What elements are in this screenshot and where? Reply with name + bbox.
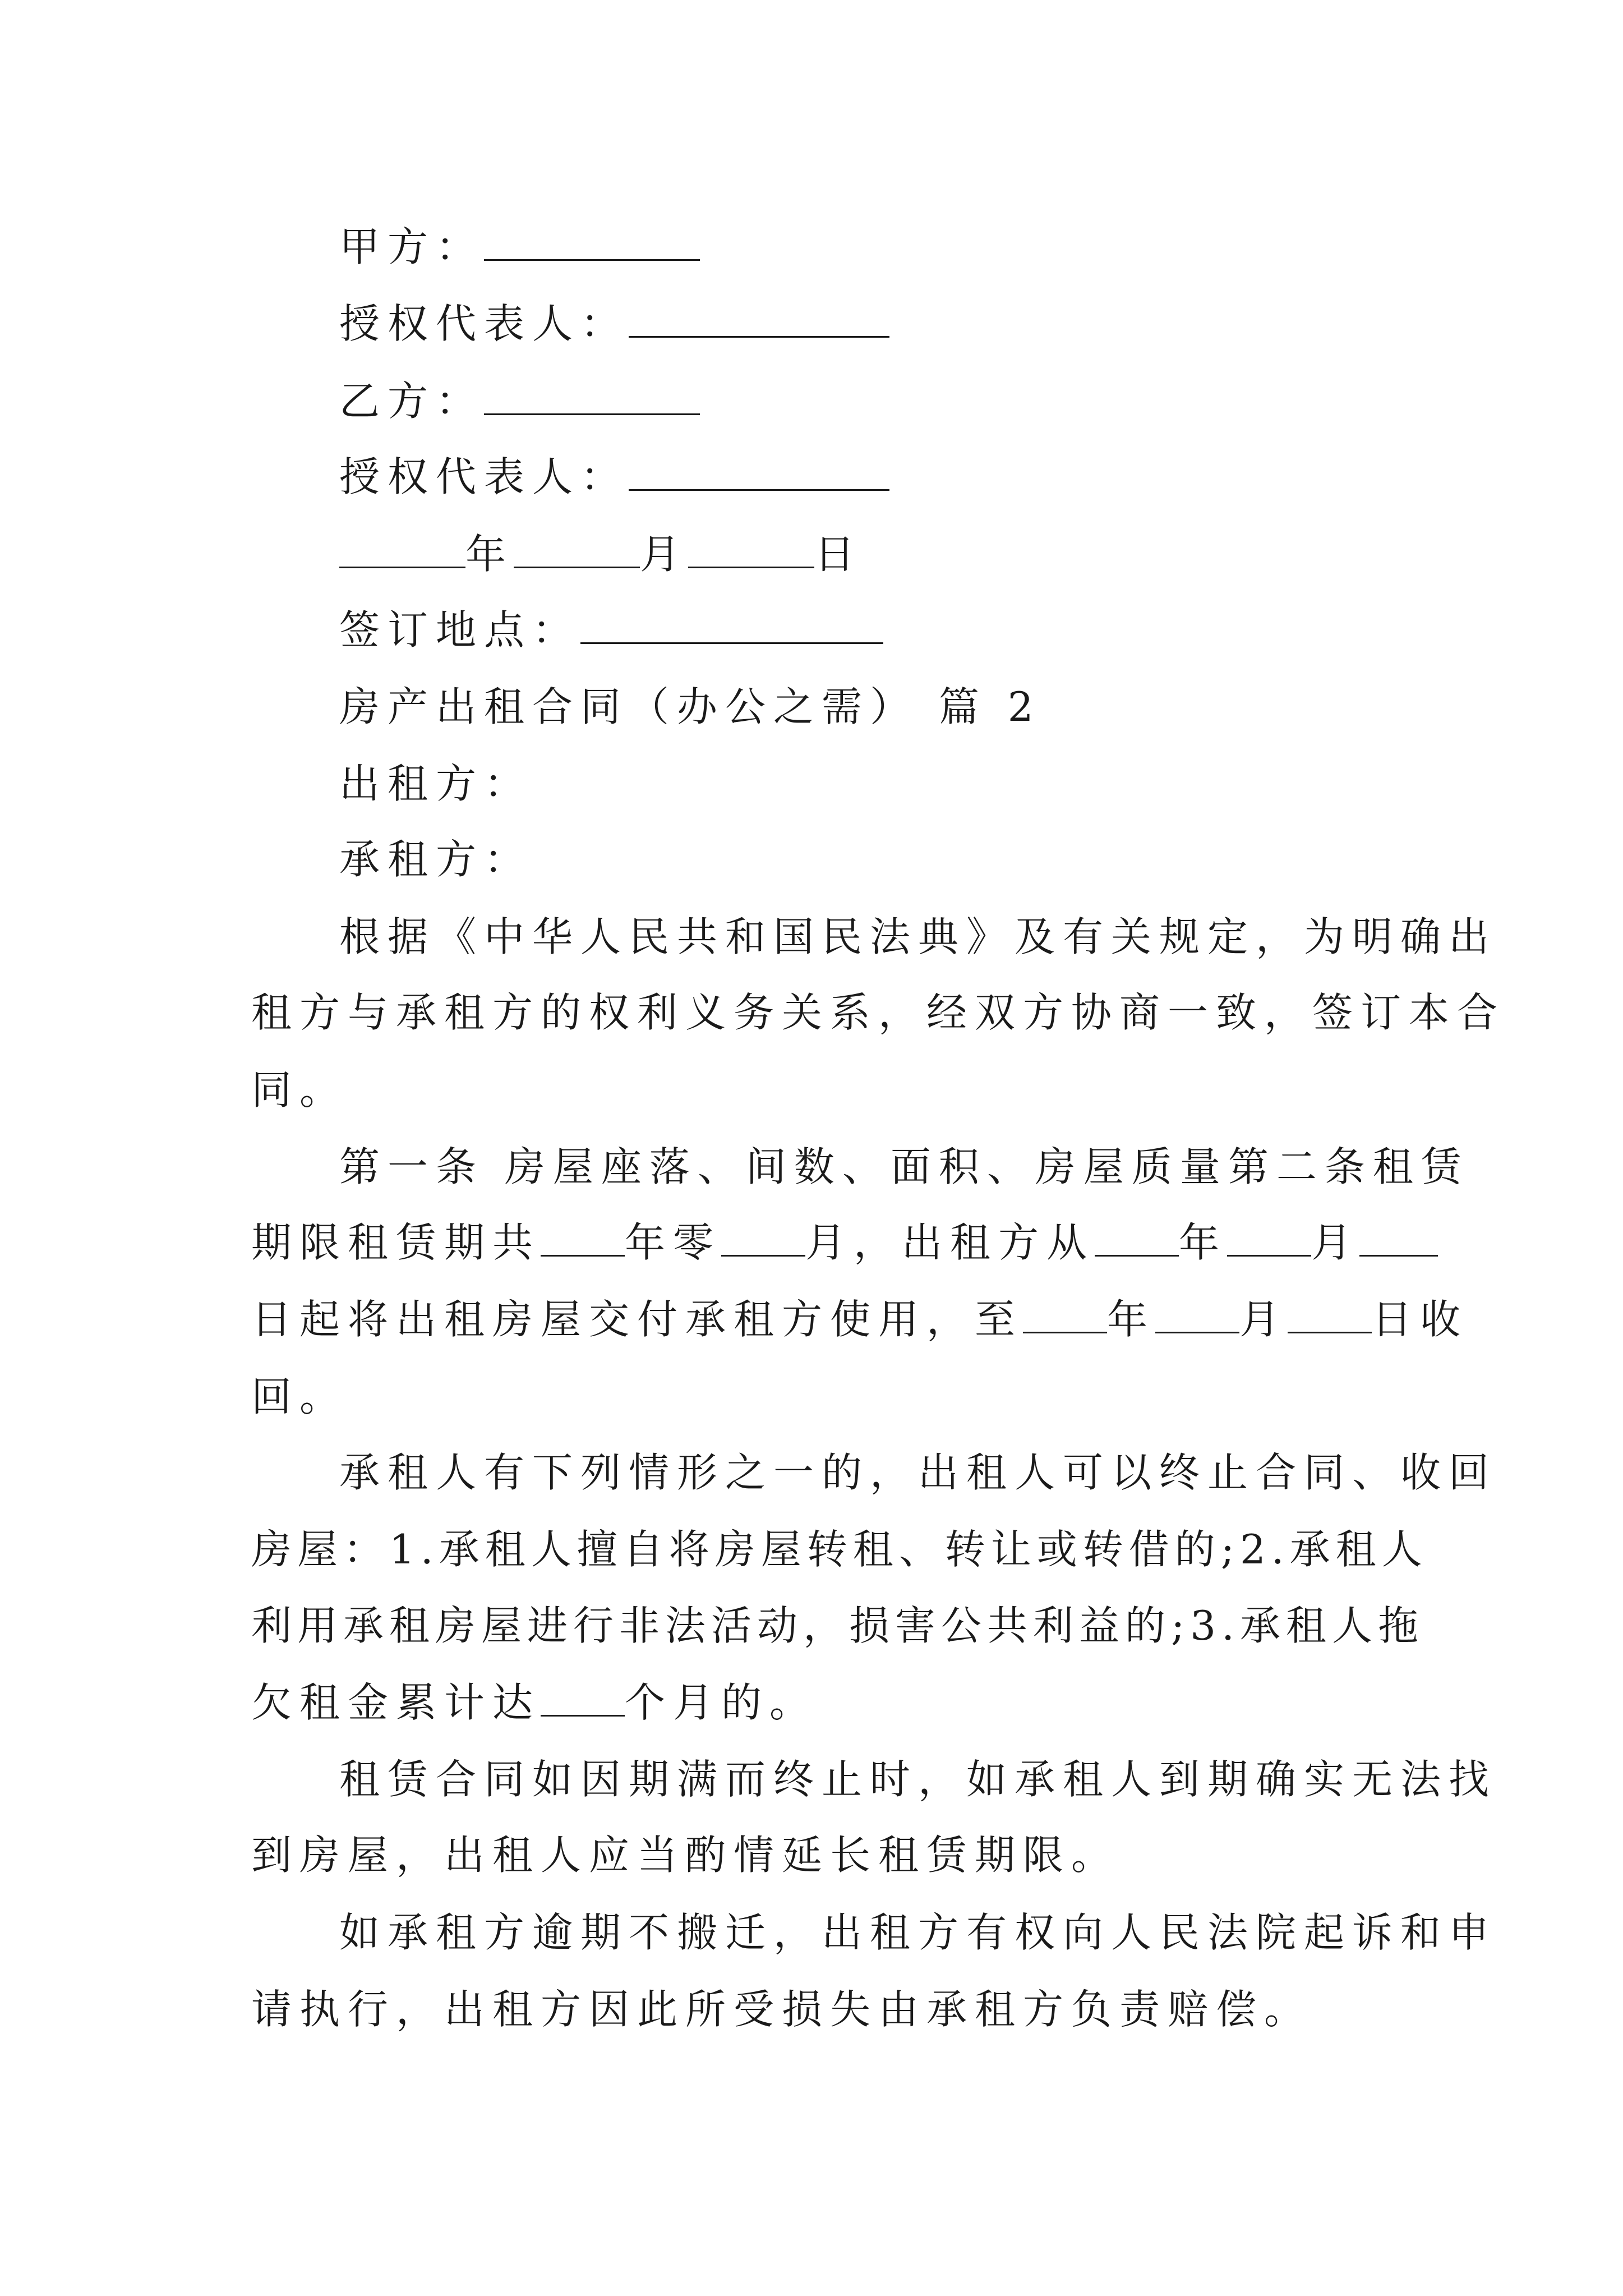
p1-line2: 租方与承租方的权利义务关系，经双方协商一致，签订本合 <box>251 989 1506 1036</box>
end-month-blank <box>1155 1297 1239 1333</box>
end-day-blank <box>1288 1297 1372 1333</box>
month-label: 月 <box>640 531 689 578</box>
party-a-rep-label: 授权代表人： <box>339 300 629 347</box>
p2-line3-text-b: 年 <box>1107 1296 1156 1343</box>
p3-line4-text-a: 欠租金累计达 <box>251 1679 541 1726</box>
p4-line1: 租赁合同如因期满而终止时，如承租人到期确实无法找 <box>339 1756 1497 1803</box>
sign-place-line <box>339 605 883 655</box>
lease-years-blank <box>541 1220 625 1257</box>
p3-line3: 利用承租房屋进行非法活动，损害公共利益的;3.承租人拖 <box>251 1602 1424 1649</box>
party-a-label: 甲方： <box>339 223 485 270</box>
party-a-rep-line <box>339 298 889 349</box>
party-b-rep-line <box>339 452 889 502</box>
p2-line3-text-d: 日收 <box>1372 1296 1469 1343</box>
p3-line4-text-b: 个月的。 <box>625 1679 818 1726</box>
lessee-label: 承租方： <box>339 836 533 883</box>
p4-line2: 到房屋，出租人应当酌情延长租赁期限。 <box>251 1832 1120 1879</box>
month-blank <box>514 532 640 568</box>
p2-line3-text-c: 月 <box>1239 1296 1288 1343</box>
p2-line2-text-c: 月，出租方从 <box>805 1219 1095 1266</box>
sign-place-label: 签订地点： <box>339 606 581 654</box>
start-day-blank <box>1359 1220 1438 1257</box>
sign-date-line <box>339 529 863 579</box>
p2-line4: 回。 <box>251 1373 348 1420</box>
p3-line2: 房屋：1.承租人擅自将房屋转租、转让或转借的;2.承租人 <box>251 1526 1428 1573</box>
sign-place-blank <box>580 608 883 644</box>
party-a-rep-blank <box>629 301 889 338</box>
p2-line2 <box>251 1217 1438 1268</box>
year-blank <box>339 532 465 568</box>
p2-line3 <box>251 1294 1468 1345</box>
p3-line4 <box>251 1677 818 1728</box>
day-label: 日 <box>814 531 863 578</box>
party-b-blank <box>484 379 700 415</box>
lease-months-blank <box>721 1220 805 1257</box>
day-blank <box>688 532 814 568</box>
p2-line3-text-a: 日起将出租房屋交付承租方使用，至 <box>251 1296 1023 1343</box>
p1-line3: 同。 <box>251 1066 348 1114</box>
start-month-blank <box>1227 1220 1311 1257</box>
year-label: 年 <box>465 531 514 578</box>
party-b-line <box>339 376 700 426</box>
p5-line1: 如承租方逾期不搬迁，出租方有权向人民法院起诉和申 <box>339 1909 1497 1956</box>
party-b-rep-label: 授权代表人： <box>339 453 629 500</box>
p1-line1: 根据《中华人民共和国民法典》及有关规定，为明确出 <box>339 913 1497 960</box>
p5-line2: 请执行，出租方因此所受损失由承租方负责赔偿。 <box>251 1986 1313 2033</box>
lessor-label: 出租方： <box>339 760 533 807</box>
arrears-months-blank <box>541 1680 625 1717</box>
section-title: 房产出租合同（办公之需） 篇 2 <box>339 683 1041 730</box>
p2-line2-text-e: 月 <box>1311 1219 1360 1266</box>
party-b-rep-blank <box>629 454 889 491</box>
party-a-line <box>339 222 700 272</box>
party-a-blank <box>484 224 700 261</box>
start-year-blank <box>1095 1220 1179 1257</box>
p2-line2-text-b: 年零 <box>625 1219 722 1266</box>
end-year-blank <box>1023 1297 1107 1333</box>
p2-line2-text-a: 期限租赁期共 <box>251 1219 541 1266</box>
p2-line2-text-d: 年 <box>1179 1219 1228 1266</box>
party-b-label: 乙方： <box>339 378 485 425</box>
p2-line1: 第一条 房屋座落、间数、面积、房屋质量第二条租赁 <box>339 1143 1469 1190</box>
p3-line1: 承租人有下列情形之一的，出租人可以终止合同、收回 <box>339 1449 1497 1496</box>
